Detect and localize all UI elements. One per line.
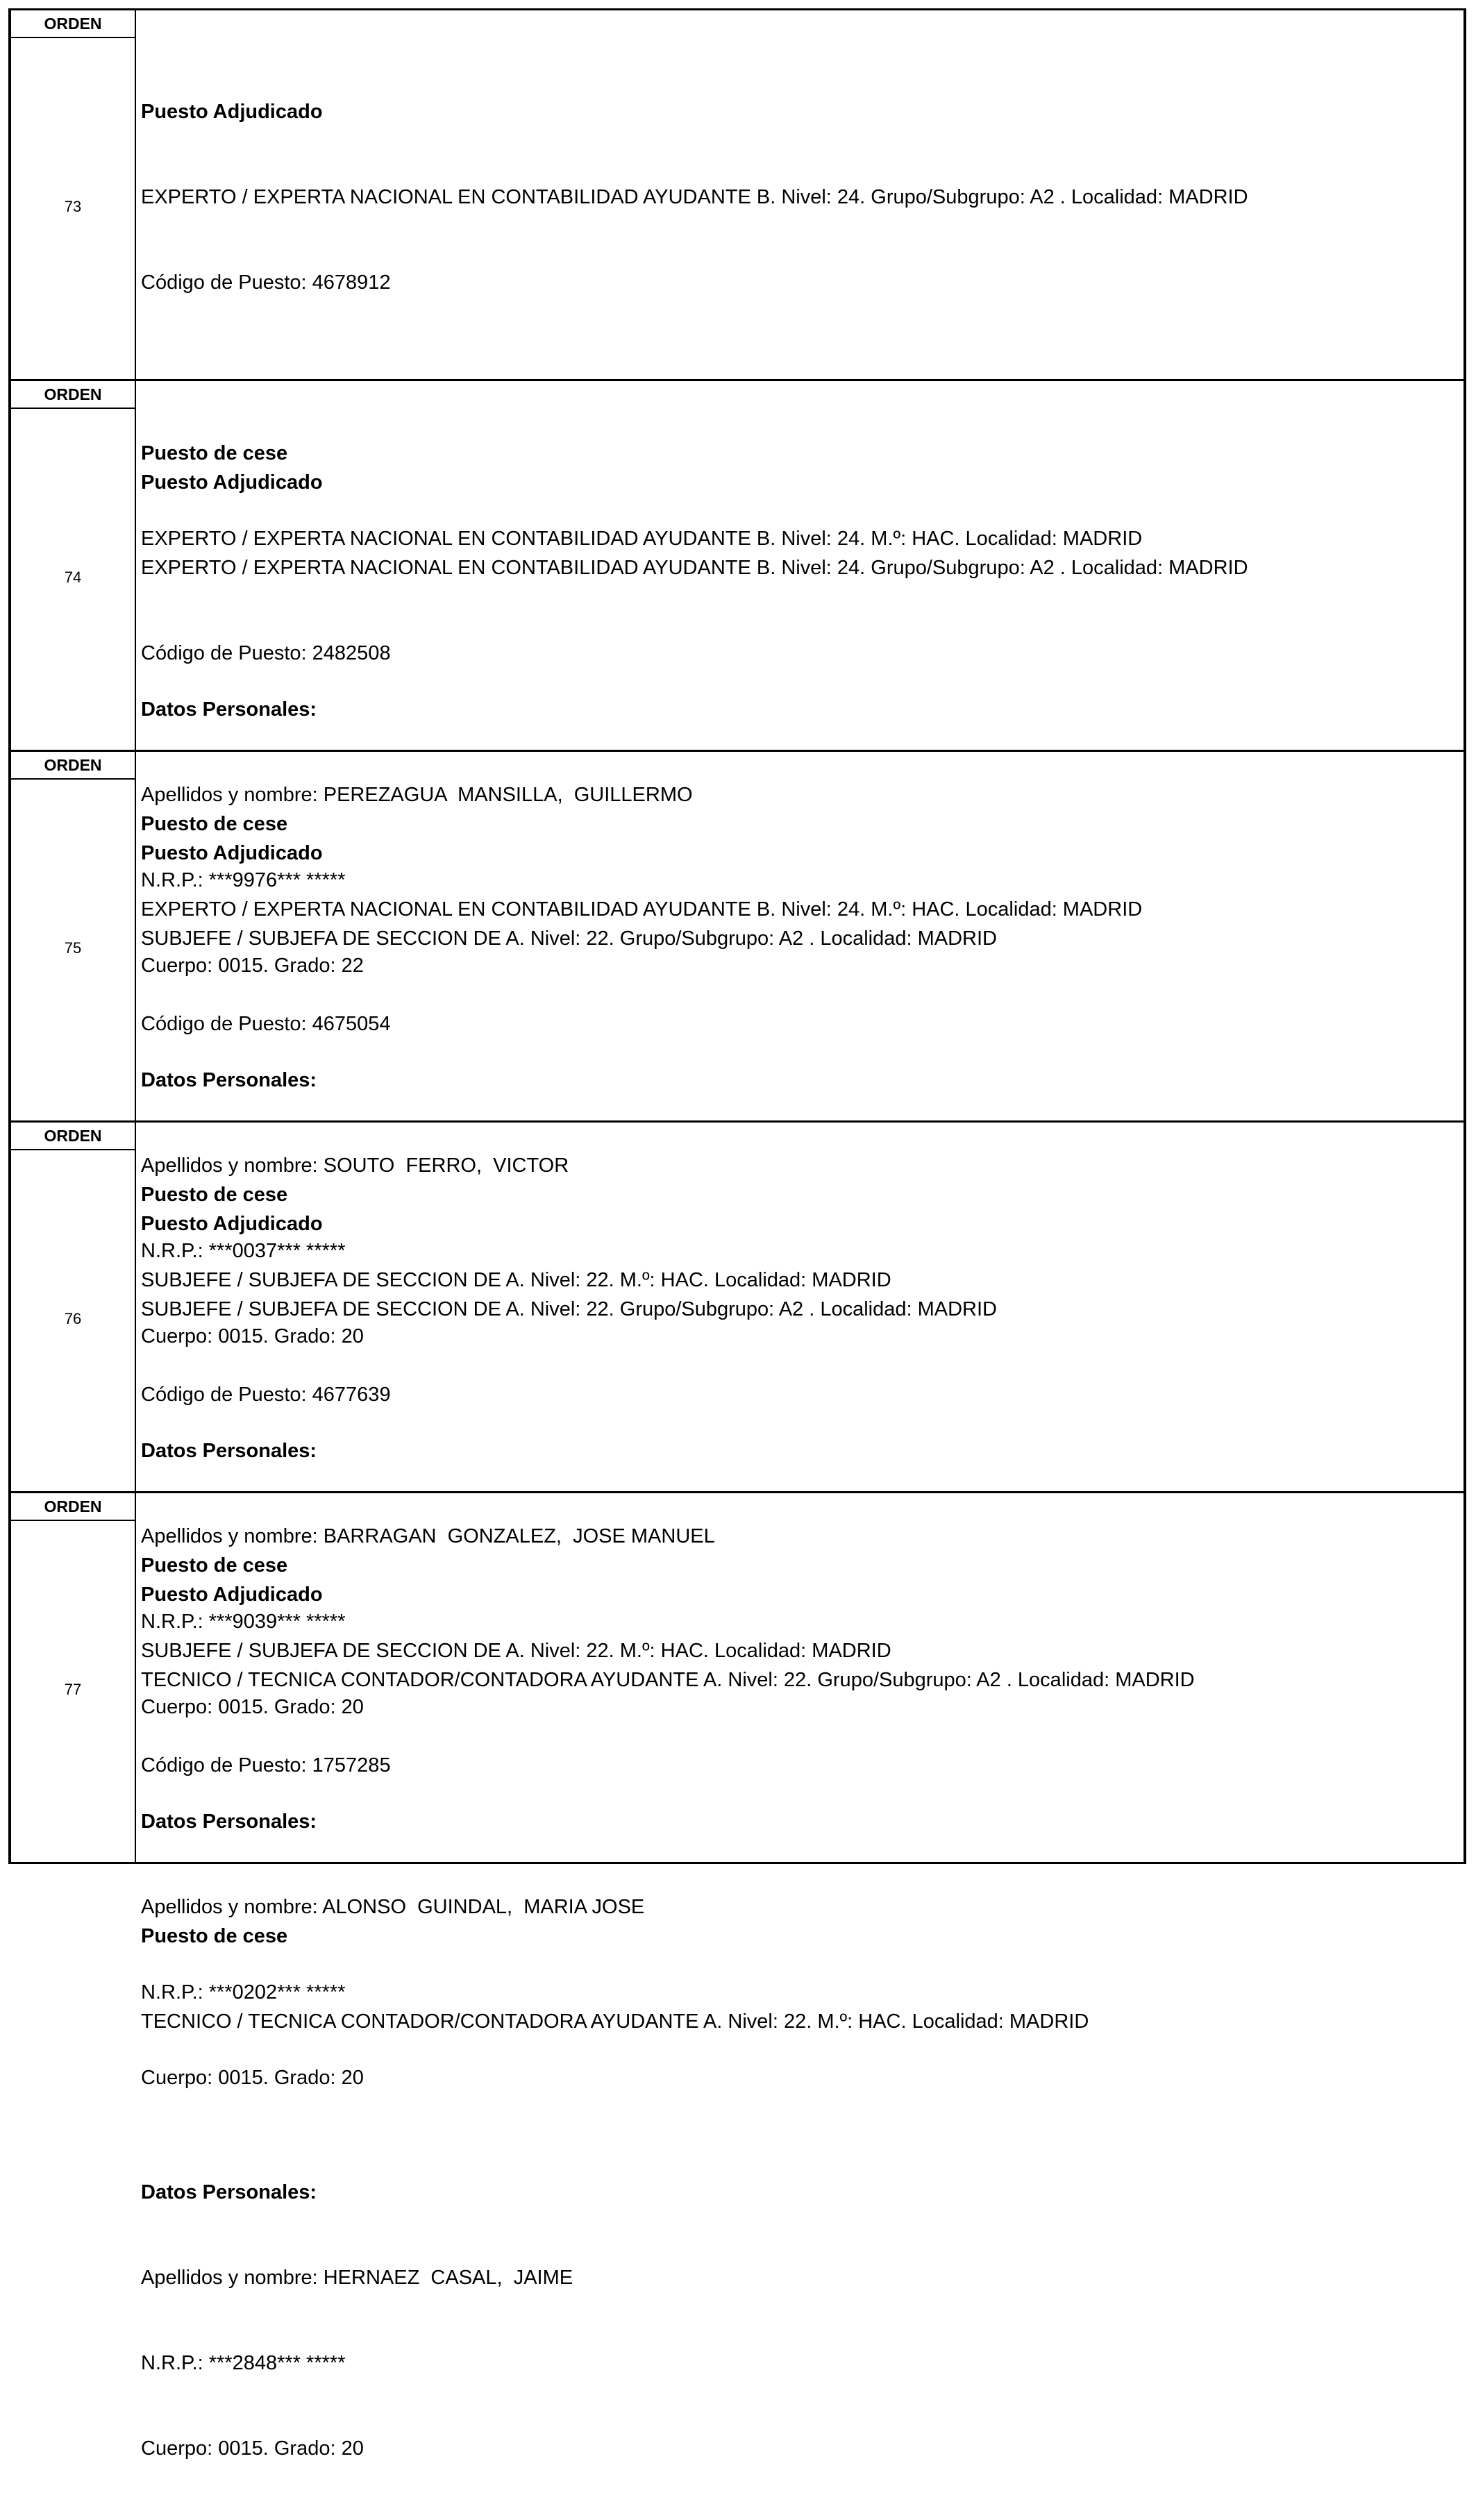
- nrp: N.R.P.: ***9976*** *****: [141, 869, 346, 891]
- codigo-puesto: Código de Puesto: 2482508: [141, 642, 391, 664]
- codigo-puesto: Código de Puesto: 1757285: [141, 1754, 391, 1776]
- datos-personales-heading: Datos Personales:: [141, 2181, 317, 2203]
- orden-cell: [11, 1493, 136, 1862]
- orden-cell: [11, 752, 136, 1120]
- orden-label: ORDEN: [11, 1123, 135, 1150]
- orden-number: 74: [64, 569, 82, 586]
- nrp: N.R.P.: ***0202*** *****: [141, 1981, 346, 2004]
- orden-cell: [11, 381, 136, 750]
- orden-cell: [11, 10, 136, 379]
- apellidos-nombre: Apellidos y nombre: SOUTO FERRO, VICTOR: [141, 1154, 569, 1177]
- codigo-puesto: Código de Puesto: 4678912: [141, 271, 391, 294]
- datos-personales-heading: Datos Personales:: [141, 698, 317, 721]
- puesto-cese-desc: EXPERTO / EXPERTA NACIONAL EN CONTABILIDAD AYUDANTE B. Nivel: 24. M.º: HAC. Localidad: MADRID: [141, 528, 1143, 550]
- nrp: N.R.P.: ***0037*** *****: [141, 1240, 346, 1262]
- orden-label: ORDEN: [11, 10, 135, 38]
- codigo-puesto: Código de Puesto: 4677639: [141, 1384, 391, 1406]
- apellidos-nombre: Apellidos y nombre: ALONSO GUINDAL, MARIA JOSE: [141, 1896, 645, 1918]
- puesto-cese-desc: EXPERTO / EXPERTA NACIONAL EN CONTABILIDAD AYUDANTE B. Nivel: 24. M.º: HAC. Localidad: MADRID: [141, 898, 1143, 921]
- puesto-adjudicado-heading: Puesto Adjudicado: [141, 842, 323, 864]
- puesto-adjudicado-desc: TECNICO / TECNICA CONTADOR/CONTADORA AYUDANTE A. Nivel: 22. Grupo/Subgrupo: A2 . Localidad: MADRID: [141, 1669, 1195, 1691]
- puesto-cese-desc: SUBJEFE / SUBJEFA DE SECCION DE A. Nivel: 22. M.º: HAC. Localidad: MADRID: [141, 1640, 891, 1662]
- puesto-cese-heading: Puesto de cese: [141, 1925, 288, 1947]
- cuerpo-grado: Cuerpo: 0015. Grado: 22: [141, 955, 364, 977]
- puesto-adjudicado-heading: Puesto Adjudicado: [141, 101, 323, 123]
- puesto-adjudicado-desc: SUBJEFE / SUBJEFA DE SECCION DE A. Nivel: 22. Grupo/Subgrupo: A2 . Localidad: MADRID: [141, 927, 997, 950]
- puesto-adjudicado-heading: Puesto Adjudicado: [141, 471, 323, 494]
- puesto-adjudicado-desc: EXPERTO / EXPERTA NACIONAL EN CONTABILIDAD AYUDANTE B. Nivel: 24. Grupo/Subgrupo: A2 . Localidad: MADRID: [141, 186, 1248, 208]
- puesto-cese-heading: Puesto de cese: [141, 442, 288, 464]
- puesto-cese-heading: Puesto de cese: [141, 813, 288, 835]
- puesto-adjudicado-heading: Puesto Adjudicado: [141, 1213, 323, 1235]
- codigo-puesto: Código de Puesto: 4675054: [141, 1013, 391, 1035]
- nrp: N.R.P.: ***9039*** *****: [141, 1611, 346, 1633]
- apellidos-nombre: Apellidos y nombre: BARRAGAN GONZALEZ, JOSE MANUEL: [141, 1525, 715, 1547]
- orden-label: ORDEN: [11, 752, 135, 780]
- cuerpo-grado: Cuerpo: 0015. Grado: 20: [141, 1696, 364, 1718]
- orden-number: 77: [64, 1681, 82, 1698]
- puesto-cese-desc: TECNICO / TECNICA CONTADOR/CONTADORA AYUDANTE A. Nivel: 22. M.º: HAC. Localidad: MADRID: [141, 2010, 1089, 2033]
- datos-personales-heading: Datos Personales:: [141, 1069, 317, 1091]
- orden-number: 76: [64, 1310, 82, 1327]
- orden-number: 73: [64, 198, 82, 215]
- puesto-cese-desc: SUBJEFE / SUBJEFA DE SECCION DE A. Nivel: 22. M.º: HAC. Localidad: MADRID: [141, 1269, 891, 1291]
- datos-personales-heading: Datos Personales:: [141, 1811, 317, 1833]
- orden-label: ORDEN: [11, 1493, 135, 1521]
- puesto-cese-heading: Puesto de cese: [141, 1554, 288, 1577]
- puesto-cese-heading: Puesto de cese: [141, 1184, 288, 1206]
- apellidos-nombre: Apellidos y nombre: PEREZAGUA MANSILLA, GUILLERMO: [141, 784, 693, 806]
- apellidos-nombre: Apellidos y nombre: HERNAEZ CASAL, JAIME: [141, 2267, 573, 2289]
- nrp: N.R.P.: ***2848*** *****: [141, 2352, 346, 2374]
- orden-number: 75: [64, 939, 82, 957]
- puesto-adjudicado-heading: Puesto Adjudicado: [141, 1584, 323, 1606]
- datos-personales-heading: Datos Personales:: [141, 1440, 317, 1462]
- cuerpo-grado: Cuerpo: 0015. Grado: 20: [141, 2437, 364, 2460]
- puesto-adjudicado-desc: EXPERTO / EXPERTA NACIONAL EN CONTABILIDAD AYUDANTE B. Nivel: 24. Grupo/Subgrupo: A2 . Localidad: MADRID: [141, 557, 1248, 579]
- cuerpo-grado: Cuerpo: 0015. Grado: 20: [141, 1325, 364, 1347]
- cuerpo-grado: Cuerpo: 0015. Grado: 20: [141, 2067, 364, 2089]
- records-table: [8, 8, 1466, 2460]
- puesto-adjudicado-desc: SUBJEFE / SUBJEFA DE SECCION DE A. Nivel: 22. Grupo/Subgrupo: A2 . Localidad: MADRID: [141, 1298, 997, 1320]
- orden-cell: [11, 1123, 136, 1491]
- orden-label: ORDEN: [11, 381, 135, 409]
